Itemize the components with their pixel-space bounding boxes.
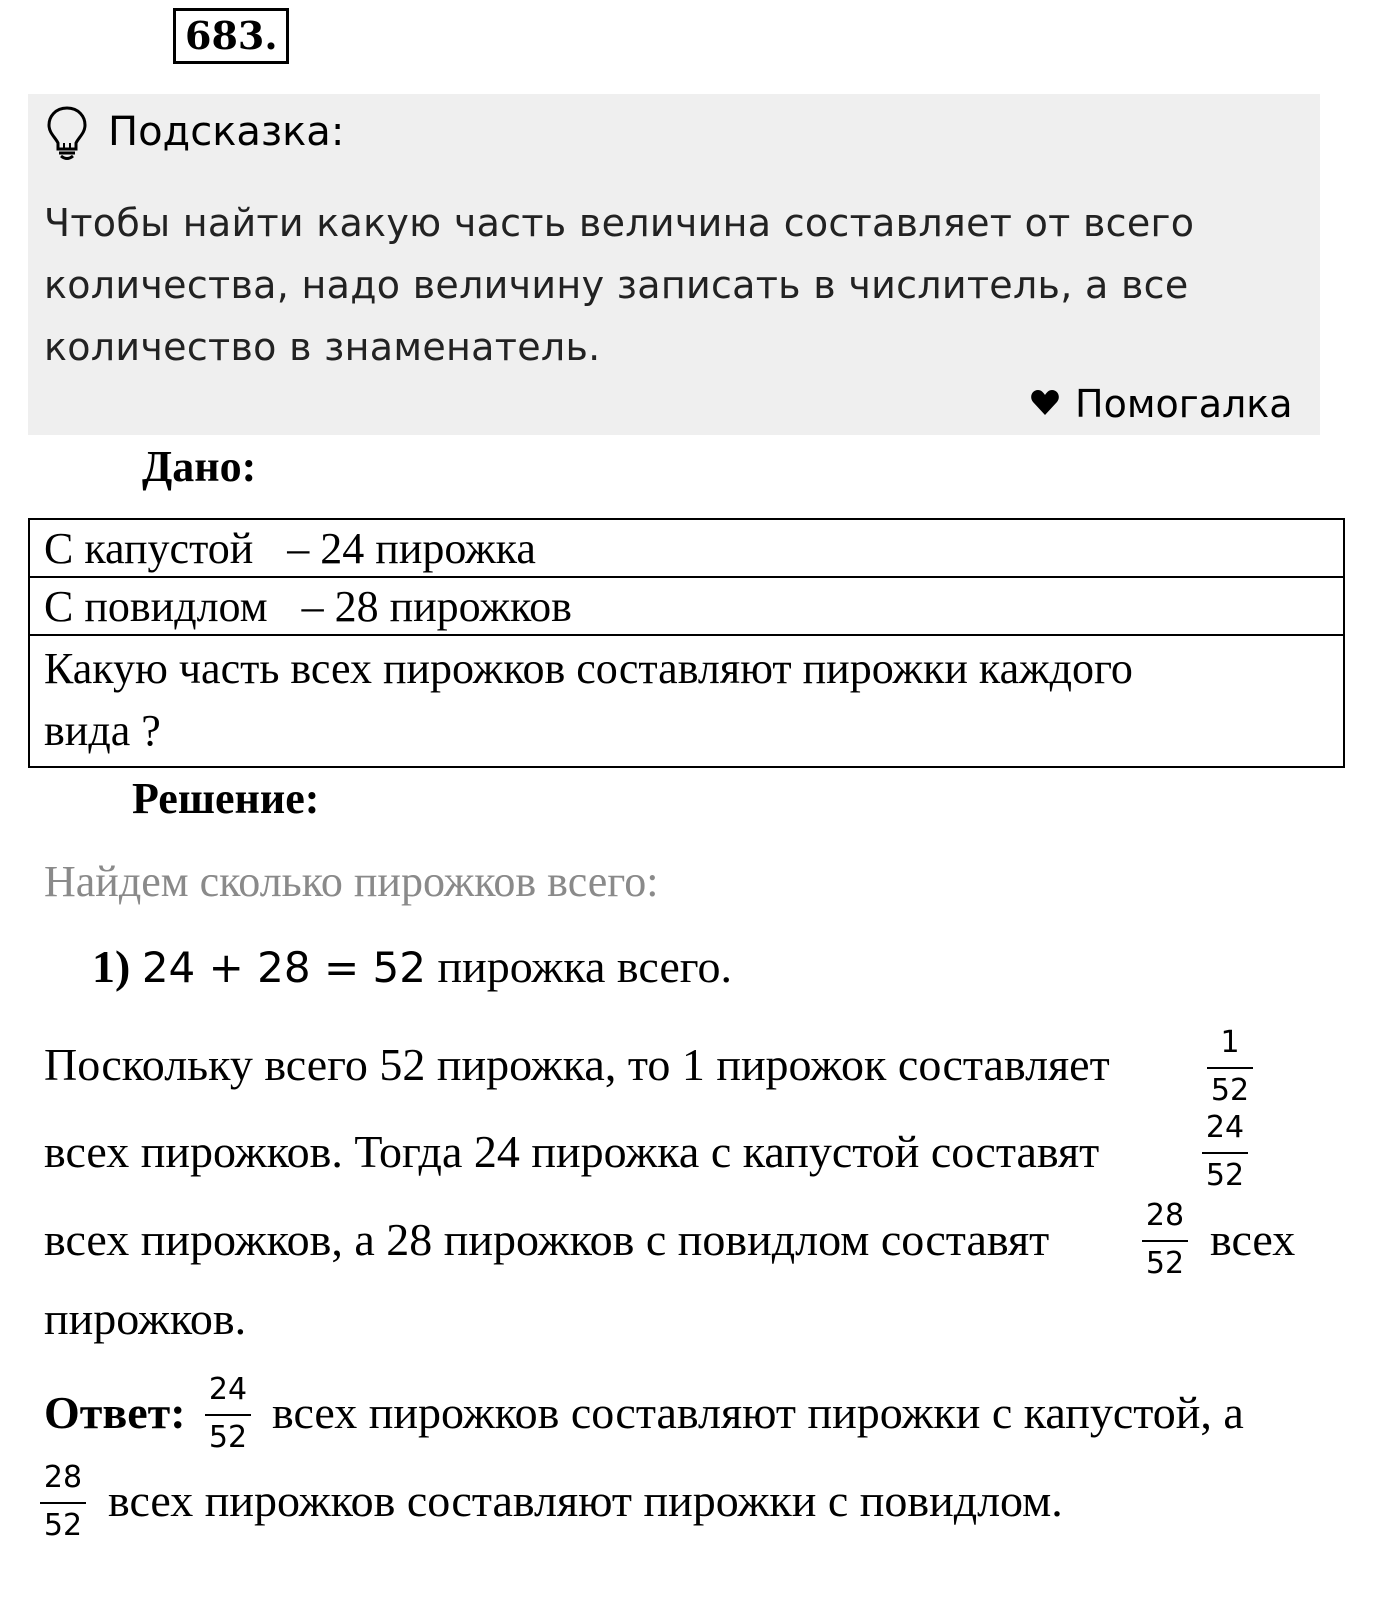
question-line: Какую часть всех пирожков составляют пирожки каждого — [44, 644, 1133, 693]
given-table — [28, 518, 1345, 768]
fraction-bar — [1207, 1067, 1253, 1069]
heart-icon — [1030, 388, 1060, 416]
problem-number: 683. — [173, 8, 289, 64]
brand-name: Помогалка — [1075, 382, 1293, 426]
hint-line: Чтобы найти какую часть величина составляет от всего — [44, 201, 1195, 245]
given-value: – 28 пирожков — [301, 582, 572, 631]
para-line-3: всех пирожков, а 28 пирожков с повидлом составят — [44, 1214, 1050, 1265]
hint-line: количество в знаменатель. — [44, 325, 601, 369]
fraction-28-52 — [1140, 1198, 1190, 1282]
para-line-1: Поскольку всего 52 пирожка, то 1 пирожок составляет — [44, 1039, 1110, 1090]
fraction-denominator: 52 — [1205, 1158, 1245, 1193]
hint-text — [44, 192, 1294, 378]
fraction-denominator: 52 — [43, 1508, 83, 1543]
fraction-denominator: 52 — [208, 1420, 248, 1455]
answer-text-2: всех пирожков составляют пирожки с повидлом. — [108, 1475, 1063, 1526]
given-title: Дано: — [142, 442, 257, 491]
para-line-2: всех пирожков. Тогда 24 пирожка с капустой составят — [44, 1126, 1100, 1177]
given-question — [30, 636, 1343, 766]
step-text: пирожка всего. — [437, 941, 732, 992]
fraction-denominator: 52 — [1210, 1073, 1250, 1108]
step-expression: 24 + 28 = 52 — [141, 943, 426, 992]
given-row — [30, 578, 1343, 636]
answer-text-1: всех пирожков составляют пирожки с капустой, а — [272, 1387, 1244, 1438]
given-row — [30, 520, 1343, 578]
para-line-4: пирожков. — [44, 1293, 247, 1344]
answer-label-text: Ответ: — [44, 1387, 186, 1438]
answer-fraction-24-52 — [203, 1372, 253, 1456]
fraction-numerator: 1 — [1220, 1025, 1240, 1060]
given-value: – 24 пирожка — [287, 524, 536, 573]
hint-title: Подсказка: — [108, 109, 345, 155]
given-label: С капустой — [44, 524, 254, 573]
fraction-24-52 — [1200, 1110, 1250, 1194]
answer-label — [44, 1386, 186, 1440]
fraction-bar — [205, 1414, 251, 1416]
fraction-bar — [40, 1502, 86, 1504]
solution-title: Решение: — [132, 774, 320, 823]
fraction-numerator: 28 — [1145, 1198, 1185, 1233]
fraction-bar — [1202, 1152, 1248, 1154]
question-line: вида ? — [44, 706, 161, 755]
step-number: 1) — [92, 941, 131, 992]
step-1 — [92, 940, 732, 995]
hint-line: количества, надо величину записать в числитель, а все — [44, 263, 1189, 307]
given-label: С повидлом — [44, 582, 268, 631]
fraction-bar — [1142, 1240, 1188, 1242]
find-total-line: Найдем сколько пирожков всего: — [44, 857, 659, 906]
fraction-1-52 — [1205, 1025, 1255, 1109]
fraction-numerator: 24 — [208, 1372, 248, 1407]
answer-fraction-28-52 — [38, 1460, 88, 1544]
fraction-denominator: 52 — [1145, 1246, 1185, 1281]
lightbulb-icon — [45, 105, 89, 161]
fraction-numerator: 24 — [1205, 1110, 1245, 1145]
para-line-3-tail: всех — [1210, 1214, 1296, 1265]
fraction-numerator: 28 — [43, 1460, 83, 1495]
